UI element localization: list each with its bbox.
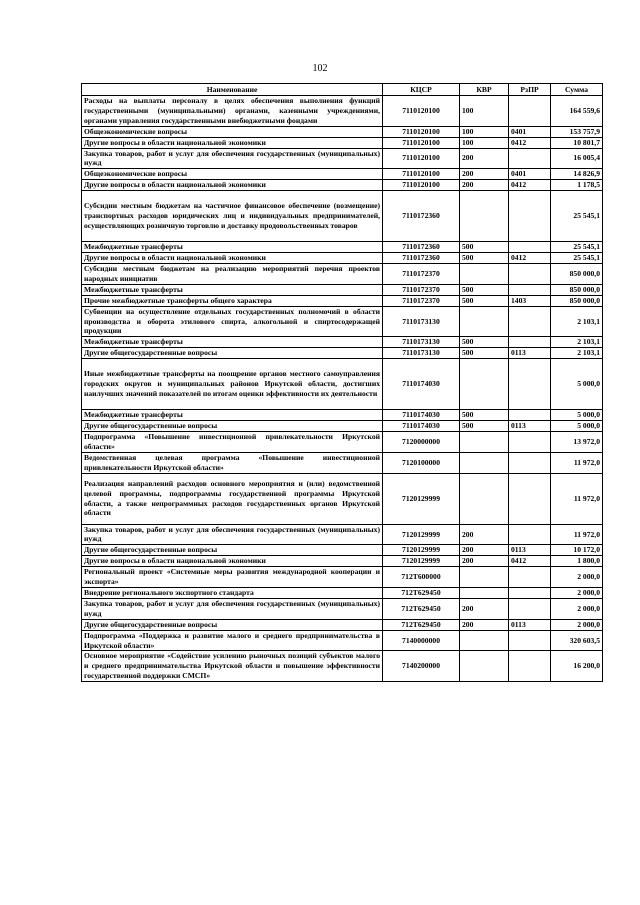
row-kcsr: 712T629450 [383, 598, 460, 619]
row-sum: 14 826,9 [551, 169, 603, 180]
row-kcsr: 7110173130 [383, 337, 460, 348]
row-sum: 11 972,0 [551, 473, 603, 524]
row-rzpr [509, 473, 551, 524]
row-sum: 25 545,1 [551, 191, 603, 242]
row-name: Другие общегосударственные вопросы [82, 545, 383, 556]
row-kcsr: 7110120100 [383, 126, 460, 137]
row-sum: 11 972,0 [551, 452, 603, 473]
row-kvr: 200 [460, 556, 509, 567]
row-rzpr: 1403 [509, 295, 551, 306]
row-kvr [460, 588, 509, 599]
row-kvr [460, 359, 509, 410]
row-rzpr [509, 651, 551, 682]
row-name: Субсидии местным бюджетам на реализацию мероприятий перечня проектов народных инициатив [82, 263, 383, 284]
table-row [82, 126, 603, 137]
table-row [82, 191, 603, 242]
row-kcsr: 7110120100 [383, 137, 460, 148]
row-kvr: 200 [460, 148, 509, 169]
row-rzpr: 0113 [509, 545, 551, 556]
row-rzpr: 0113 [509, 619, 551, 630]
table-header-row [82, 84, 603, 96]
row-name: Другие общегосударственные вопросы [82, 348, 383, 359]
row-kvr: 500 [460, 253, 509, 264]
row-rzpr [509, 242, 551, 253]
budget-table [81, 83, 603, 682]
row-kvr: 100 [460, 137, 509, 148]
row-rzpr [509, 191, 551, 242]
row-rzpr: 0412 [509, 253, 551, 264]
row-kvr [460, 306, 509, 337]
row-name: Межбюджетные трансферты [82, 242, 383, 253]
row-rzpr [509, 284, 551, 295]
row-kvr: 200 [460, 598, 509, 619]
row-sum: 2 000,0 [551, 619, 603, 630]
row-sum: 10 801,7 [551, 137, 603, 148]
page-number: 102 [312, 63, 328, 74]
row-rzpr: 0412 [509, 556, 551, 567]
table-row [82, 421, 603, 432]
table-row [82, 169, 603, 180]
row-name: Субсидии местным бюджетам на частичное финансовое обеспечение (возмещение) транспортных расходов юридических лиц и индивидуальных предпринимателей, осуществляющих розничную торговлю и доставку продовольственных товаров [82, 191, 383, 242]
row-rzpr [509, 306, 551, 337]
header-sum: Сумма [551, 84, 603, 96]
table-row [82, 359, 603, 410]
table-row [82, 137, 603, 148]
row-sum: 2 000,0 [551, 598, 603, 619]
table-row [82, 306, 603, 337]
row-kcsr: 7120000000 [383, 431, 460, 452]
table-row [82, 348, 603, 359]
row-kcsr: 7140000000 [383, 630, 460, 651]
table-row [82, 263, 603, 284]
row-sum: 25 545,1 [551, 242, 603, 253]
row-name: Прочие межбюджетные трансферты общего характера [82, 295, 383, 306]
row-sum: 11 972,0 [551, 524, 603, 545]
row-kvr [460, 452, 509, 473]
header-kcsr: КЦСР [383, 84, 460, 96]
row-kcsr: 712T600000 [383, 567, 460, 588]
row-name: Общеэкономические вопросы [82, 126, 383, 137]
row-kvr [460, 191, 509, 242]
row-name: Региональный проект «Системные меры развития международной кооперации и экспорта» [82, 567, 383, 588]
row-sum: 16 005,4 [551, 148, 603, 169]
row-sum: 850 000,0 [551, 263, 603, 284]
row-rzpr [509, 452, 551, 473]
row-name: Другие общегосударственные вопросы [82, 619, 383, 630]
row-kcsr: 7110120100 [383, 169, 460, 180]
row-kvr [460, 567, 509, 588]
header-rzpr: РзПР [509, 84, 551, 96]
row-name: Общеэкономические вопросы [82, 169, 383, 180]
row-name: Внедрение регионального экспортного стандарта [82, 588, 383, 599]
row-kcsr: 7110172370 [383, 284, 460, 295]
table-row [82, 588, 603, 599]
row-kcsr: 7110172370 [383, 295, 460, 306]
row-sum: 2 103,1 [551, 306, 603, 337]
row-kvr: 500 [460, 337, 509, 348]
row-kcsr: 7110173130 [383, 306, 460, 337]
row-kvr: 200 [460, 619, 509, 630]
table-row [82, 337, 603, 348]
row-kvr [460, 431, 509, 452]
table-row [82, 556, 603, 567]
row-sum: 2 000,0 [551, 588, 603, 599]
row-kcsr: 7110172360 [383, 253, 460, 264]
row-sum: 5 000,0 [551, 421, 603, 432]
row-sum: 2 000,0 [551, 567, 603, 588]
table-row [82, 473, 603, 524]
row-kcsr: 7110120100 [383, 96, 460, 127]
table-row [82, 96, 603, 127]
row-kcsr: 7110172370 [383, 263, 460, 284]
row-rzpr [509, 337, 551, 348]
header-kvr: КВР [460, 84, 509, 96]
row-kvr: 100 [460, 126, 509, 137]
row-kvr: 200 [460, 169, 509, 180]
table-row [82, 284, 603, 295]
table-row [82, 148, 603, 169]
row-kvr [460, 651, 509, 682]
table-row [82, 619, 603, 630]
row-sum: 25 545,1 [551, 253, 603, 264]
row-sum: 850 000,0 [551, 284, 603, 295]
row-rzpr [509, 567, 551, 588]
row-sum: 320 603,5 [551, 630, 603, 651]
row-rzpr [509, 598, 551, 619]
row-rzpr [509, 263, 551, 284]
row-kcsr: 7110172360 [383, 242, 460, 253]
table-row [82, 567, 603, 588]
row-kcsr: 7120129999 [383, 473, 460, 524]
row-kcsr: 712T629450 [383, 588, 460, 599]
row-rzpr [509, 588, 551, 599]
row-rzpr [509, 524, 551, 545]
row-kcsr: 7120129999 [383, 545, 460, 556]
row-name: Ведомственная целевая программа «Повышение инвестиционной привлекательности Иркутской области» [82, 452, 383, 473]
table-row [82, 524, 603, 545]
row-kcsr: 7140200000 [383, 651, 460, 682]
table-row [82, 452, 603, 473]
row-sum: 1 178,5 [551, 180, 603, 191]
row-rzpr [509, 630, 551, 651]
row-kvr: 200 [460, 180, 509, 191]
row-name: Закупка товаров, работ и услуг для обеспечения государственных (муниципальных) нужд [82, 598, 383, 619]
row-kvr: 500 [460, 284, 509, 295]
row-sum: 850 000,0 [551, 295, 603, 306]
row-rzpr [509, 410, 551, 421]
row-name: Подпрограмма «Повышение инвестиционной привлекательности Иркутской области» [82, 431, 383, 452]
row-kcsr: 7110174030 [383, 359, 460, 410]
row-name: Закупка товаров, работ и услуг для обеспечения государственных (муниципальных) нужд [82, 148, 383, 169]
table-row [82, 410, 603, 421]
row-rzpr: 0401 [509, 169, 551, 180]
row-sum: 1 800,0 [551, 556, 603, 567]
table-row [82, 253, 603, 264]
row-kvr: 100 [460, 96, 509, 127]
row-name: Другие вопросы в области национальной экономики [82, 180, 383, 191]
row-sum: 2 103,1 [551, 337, 603, 348]
row-kcsr: 7110174030 [383, 410, 460, 421]
row-kvr: 200 [460, 545, 509, 556]
row-kvr: 500 [460, 348, 509, 359]
row-name: Другие вопросы в области национальной экономики [82, 137, 383, 148]
row-name: Подпрограмма «Поддержка и развитие малого и среднего предпринимательства в Иркутской области» [82, 630, 383, 651]
table-row [82, 651, 603, 682]
row-name: Другие вопросы в области национальной экономики [82, 253, 383, 264]
row-kvr: 500 [460, 421, 509, 432]
row-name: Межбюджетные трансферты [82, 284, 383, 295]
table-row [82, 545, 603, 556]
row-kvr [460, 473, 509, 524]
row-kvr: 500 [460, 242, 509, 253]
row-name: Другие общегосударственные вопросы [82, 421, 383, 432]
row-kcsr: 7110120100 [383, 180, 460, 191]
row-kcsr: 7110174030 [383, 421, 460, 432]
row-kcsr: 7110120100 [383, 148, 460, 169]
row-kvr [460, 263, 509, 284]
row-sum: 10 172,0 [551, 545, 603, 556]
row-sum: 2 103,1 [551, 348, 603, 359]
row-sum: 153 757,9 [551, 126, 603, 137]
row-kvr: 200 [460, 524, 509, 545]
row-kcsr: 7120100000 [383, 452, 460, 473]
table-body [82, 96, 603, 682]
row-sum: 13 972,0 [551, 431, 603, 452]
row-kcsr: 7120129999 [383, 524, 460, 545]
row-sum: 5 000,0 [551, 410, 603, 421]
row-rzpr: 0412 [509, 180, 551, 191]
row-name: Субвенции на осуществление отдельных государственных полномочий в области производства и оборота этилового спирта, алкогольной и спиртосодержащей продукции [82, 306, 383, 337]
row-rzpr [509, 359, 551, 410]
row-kcsr: 712T629450 [383, 619, 460, 630]
row-rzpr [509, 431, 551, 452]
row-name: Межбюджетные трансферты [82, 410, 383, 421]
row-name: Расходы на выплаты персоналу в целях обеспечения выполнения функций государственными (муниципальными) органами, казенными учреждениями, органами управления государственными внебюджетными фондами [82, 96, 383, 127]
row-kvr [460, 630, 509, 651]
table-row [82, 431, 603, 452]
row-kvr: 500 [460, 410, 509, 421]
row-sum: 164 559,6 [551, 96, 603, 127]
row-name: Закупка товаров, работ и услуг для обеспечения государственных (муниципальных) нужд [82, 524, 383, 545]
row-sum: 5 000,0 [551, 359, 603, 410]
header-name: Наименование [82, 84, 383, 96]
row-name: Основное мероприятие «Содействие усилению рыночных позиций субъектов малого и среднего предпринимательства Иркутской области и повышение эффективности государственной поддержки СМСП» [82, 651, 383, 682]
row-kvr: 500 [460, 295, 509, 306]
table-row [82, 630, 603, 651]
row-name: Реализация направлений расходов основного мероприятия и (или) ведомственной целевой программы, подпрограммы государственной программы Иркутской области, а также непрограммных расходов государственных органов Иркутской области [82, 473, 383, 524]
row-sum: 16 200,0 [551, 651, 603, 682]
row-rzpr [509, 96, 551, 127]
table-row [82, 295, 603, 306]
row-rzpr: 0412 [509, 137, 551, 148]
row-name: Иные межбюджетные трансферты на поощрение органов местного самоуправления городских округов и муниципальных районов Иркутской области, достигших наилучших значений показателей по итогам оценки эффективности их деятельности [82, 359, 383, 410]
row-name: Межбюджетные трансферты [82, 337, 383, 348]
table-row [82, 180, 603, 191]
row-kcsr: 7110172360 [383, 191, 460, 242]
row-kcsr: 7120129999 [383, 556, 460, 567]
row-kcsr: 7110173130 [383, 348, 460, 359]
row-name: Другие вопросы в области национальной экономики [82, 556, 383, 567]
table-row [82, 242, 603, 253]
row-rzpr: 0401 [509, 126, 551, 137]
table-row [82, 598, 603, 619]
row-rzpr: 0113 [509, 348, 551, 359]
row-rzpr: 0113 [509, 421, 551, 432]
row-rzpr [509, 148, 551, 169]
